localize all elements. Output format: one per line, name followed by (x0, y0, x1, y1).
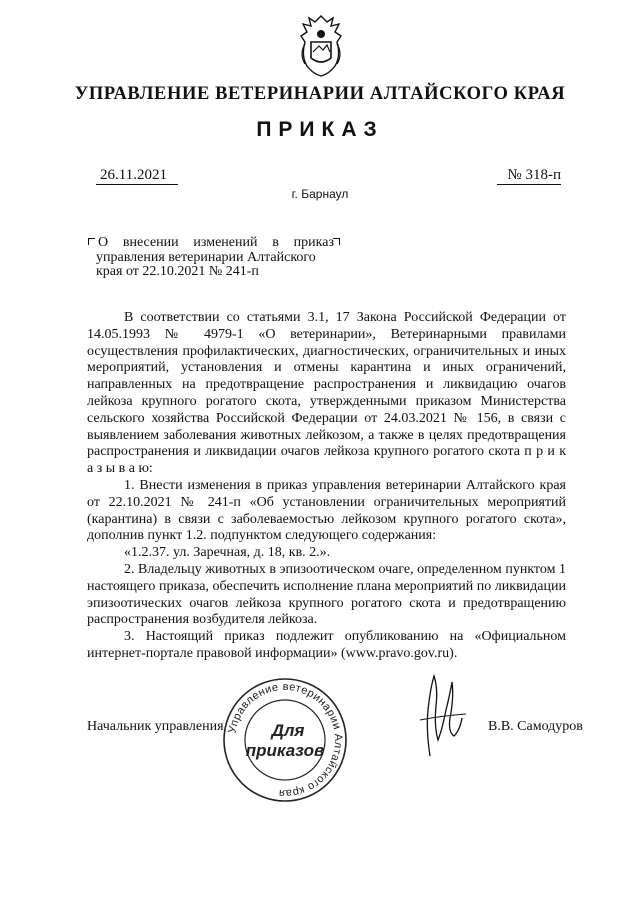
document-type: ПРИКАЗ (256, 118, 384, 141)
item-3-paragraph: 3. Настоящий приказ подлежит опубликованию на «Официальном интернет-портале правовой информации» (www.pravo.gov.ru). (87, 629, 566, 661)
official-stamp (220, 676, 350, 804)
stamp-center-line-1: Для (271, 721, 305, 740)
coat-of-arms-icon (293, 12, 349, 80)
corner-mark-left (88, 238, 95, 245)
signer-name: В.В. Самодуров (488, 719, 583, 734)
order-date: 26.11.2021 (96, 167, 178, 185)
organization-title: УПРАВЛЕНИЕ ВЕТЕРИНАРИИ АЛТАЙСКОГО КРАЯ (74, 84, 566, 104)
order-number: № 318-п (497, 167, 561, 185)
order-body (87, 310, 566, 663)
handwritten-signature (400, 670, 480, 760)
city: г. Барнаул (291, 187, 349, 201)
stamp-center-line-2: приказов (245, 741, 325, 760)
signer-position: Начальник управления (87, 719, 224, 734)
stamp-ring-text: Управление ветеринарии Алтайского края (226, 680, 345, 800)
preamble-paragraph: В соответствии со статьями 3.1, 17 Закона Российской Федерации от 14.05.1993 № 4979-1 «О ветеринарии», Ветеринарными правилами осуществления профилактических, диагностических, ограничительных и иных мероприятий, установления и отмены карантина и иных ограничений, направленных на предотвращение распространения и ликвидацию очагов лейкоза крупного рогатого скота, утвержденными приказом Министерства сельского хозяйства Российской Федерации от 24.03.2021 № 156, в связи с выявлением заболевания животных лейкозом, а также в целях предотвращения распространения и ликвидации очагов лейкоза крупного рогатого скота п р и к а з ы в а ю: (87, 310, 566, 477)
item-1-addition: «1.2.37. ул. Заречная, д. 18, кв. 2.». (124, 545, 331, 561)
order-subject (88, 236, 340, 280)
subject-line-3: края от 22.10.2021 № 241-п (96, 264, 259, 279)
item-1-paragraph: 1. Внести изменения в приказ управления ветеринарии Алтайского края от 22.10.2021 № 241-п «Об установлении ограничительных мероприятий (карантина) в связи с заболеваемостью лейкозом крупного рогатого скота», дополнив пункт 1.2. подпунктом следующего содержания: (87, 477, 566, 544)
subject-line-1: О внесении изменений в приказ (98, 235, 334, 250)
corner-mark-right (333, 238, 340, 245)
subject-line-2: управления ветеринарии Алтайского (96, 249, 316, 265)
item-2-paragraph: 2. Владельцу животных в эпизоотическом очаге, определенном пунктом 1 настоящего приказа, обеспечить исполнение плана мероприятий по ликвидации эпизоотических очагов лейкоза крупного рогатого скота и предотвращению распространения возбудителя лейкоза. (87, 561, 566, 628)
